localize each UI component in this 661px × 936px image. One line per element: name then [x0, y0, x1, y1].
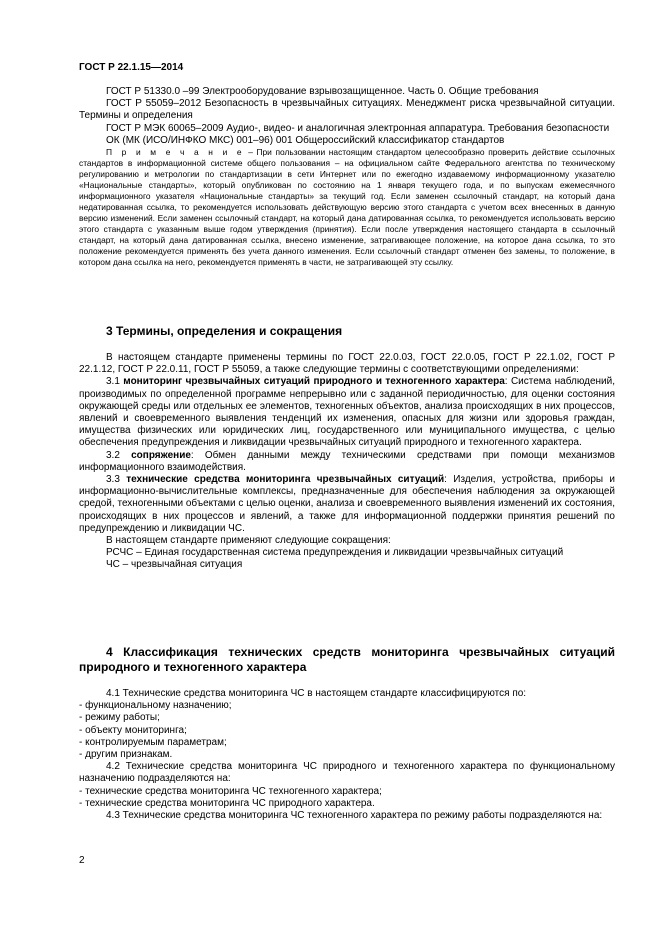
list-item: - технические средства мониторинга ЧС техногенного характера;	[79, 785, 382, 797]
term-name: мониторинг чрезвычайных ситуаций природного и техногенного характера	[123, 376, 505, 388]
list-item: - контролируемым параметрам;	[79, 736, 227, 748]
list-item: - режиму работы;	[79, 712, 160, 724]
note-paragraph	[79, 147, 615, 268]
reference-item: ГОСТ Р 55059–2012 Безопасность в чрезвычайных ситуациях. Менеджмент риска чрезвычайной ситуации. Термины и определения	[79, 98, 615, 122]
note-label: П р и м е ч а н и е	[106, 147, 245, 158]
list-item: - функциональному назначению;	[79, 700, 232, 712]
reference-item: ГОСТ Р МЭК 60065–2009 Аудио-, видео- и аналогичная электронная аппаратура. Требования безопасности	[106, 122, 610, 134]
references-block	[79, 86, 615, 268]
term-definition: : Обмен данными между техническими средствами при помощи механизмов информационного взаимодействия.	[79, 449, 615, 473]
page-number: 2	[79, 855, 85, 866]
section-3	[79, 324, 615, 572]
term-name: технические средства мониторинга чрезвычайных ситуаций	[126, 474, 445, 486]
section-4-title: 4 Классификация технических средств мониторинга чрезвычайных ситуаций природного и техногенного характера	[79, 645, 615, 674]
paragraph-4-3: 4.3 Технические средства мониторинга ЧС техногенного характера по режиму работы подразделяются на:	[106, 810, 603, 822]
section-4	[79, 645, 615, 822]
term-3-2: 3.2 сопряжение: Обмен данными между техническими средствами при помощи механизмов информационного взаимодействия.	[79, 449, 615, 473]
list-item: - другим признакам.	[79, 749, 173, 761]
abbr-item: РСЧС – Единая государственная система предупреждения и ликвидации чрезвычайных ситуаций	[106, 547, 564, 559]
abbr-intro: В настоящем стандарте применяют следующие сокращения:	[106, 535, 391, 547]
term-3-1: 3.1 мониторинг чрезвычайных ситуаций природного и техногенного характера: Система наблюдений, производимых по определенной программе непрерывно или с заданной периодичностью, для оценки состояния окружающей среды или отдельных ее элементов, техногенных объектов, анализа происходящих в них процессов, явлений и своевременного выявления тенденций их изменения, опасных для жизни или здоровья граждан, имущества физических или юридических лиц, государственного или муниципального имущества, с целью обеспечения предупреждения и ликвидации чрезвычайных ситуаций природного и техногенного характера.	[79, 376, 615, 449]
abbr-item: ЧС – чрезвычайная ситуация	[106, 559, 243, 571]
reference-item: ОК (МК (ИСО/ИНФКО МКС) 001–96) 001 Общероссийский классификатор стандартов	[106, 134, 505, 146]
paragraph-4-1: 4.1 Технические средства мониторинга ЧС в настоящем стандарте классифицируются по:	[106, 688, 527, 699]
section-3-intro: В настоящем стандарте применены термины по ГОСТ 22.0.03, ГОСТ 22.0.05, ГОСТ Р 22.1.02, ГОСТ Р 22.1.12, ГОСТ Р 22.0.11, ГОСТ Р 55059, а также следующие термины с соответствующими определениями:	[79, 352, 615, 376]
note-text: – При пользовании настоящим стандартом целесообразно проверить действие ссылочных стандартов в информационной системе общего пользования – на официальном сайте Федерального агентства по техническому регулированию и метрологии по стандартизации в сети Интернет или по ежегодно издаваемому информационному указателю «Национальные стандарты», который опубликован по состоянию на 1 января текущего года, и по выпускам ежемесячного информационного указателя «Национальные стандарты» за текущий год. Если заменен ссылочный стандарт, на который дана недатированная ссылка, то рекомендуется использовать действующую версию этого стандарта с учетом всех внесенных в данную версию изменений. Если заменен ссылочный стандарт, на который дана датированная ссылка, то рекомендуется использовать версию этого стандарта с указанным выше годом утверждения (принятия). Если после утверждения настоящего стандарта в ссылочный стандарт, на который дана датированная ссылка, внесено изменение, затрагивающее положение, на которое дана ссылка, то это положение рекомендуется применять без учета данного изменения. Если ссылочный стандарт отменен без замены, то положение, в котором дана ссылка на него, рекомендуется применять в части, не затрагивающей эту ссылку.	[79, 147, 615, 268]
reference-item: ГОСТ Р 51330.0 –99 Электрооборудование взрывозащищенное. Часть 0. Общие требования	[106, 86, 539, 97]
term-3-3: 3.3 технические средства мониторинга чрезвычайных ситуаций: Изделия, устройства, приборы и информационно-вычислительные комплексы, предназначенные для обеспечения наблюдения за окружающей средой, техногенными объектами с целью оценки, анализа и своевременного выявления изменений их состояния, происходящих в них процессов и явлений, а также для информационной поддержки принятия решений по предупреждению и ликвидации ЧС.	[79, 474, 615, 534]
term-definition: : Изделия, устройства, приборы и информационно-вычислительные комплексы, предназначенные для обеспечения наблюдения за окружающей средой, техногенными объектами с целью оценки, анализа и своевременного выявления изменений их состояния, происходящих в них процессов и явлений, а также для информационной поддержки принятия решений по предупреждению и ликвидации ЧС.	[79, 474, 615, 534]
term-name: сопряжение	[131, 449, 191, 461]
term-definition: : Система наблюдений, производимых по определенной программе непрерывно или с заданной периодичностью, для оценки состояния окружающей среды или отдельных ее элементов, техногенных объектов, анализа происходящих в них процессов, явлений и своевременного выявления тенденций их изменения, опасных для жизни или здоровья граждан, имущества физических или юридических лиц, государственного или муниципального имущества, с целью обеспечения предупреждения и ликвидации чрезвычайных ситуаций природного и техногенного характера.	[79, 376, 615, 449]
list-item: - объекту мониторинга;	[79, 724, 187, 736]
list-item: - технические средства мониторинга ЧС природного характера.	[79, 797, 375, 809]
paragraph-4-2: 4.2 Технические средства мониторинга ЧС природного и техногенного характера по функциональному назначению подразделяются на:	[79, 761, 615, 785]
document-header: ГОСТ Р 22.1.15—2014	[79, 62, 184, 73]
section-3-title: 3 Термины, определения и сокращения	[106, 324, 343, 338]
